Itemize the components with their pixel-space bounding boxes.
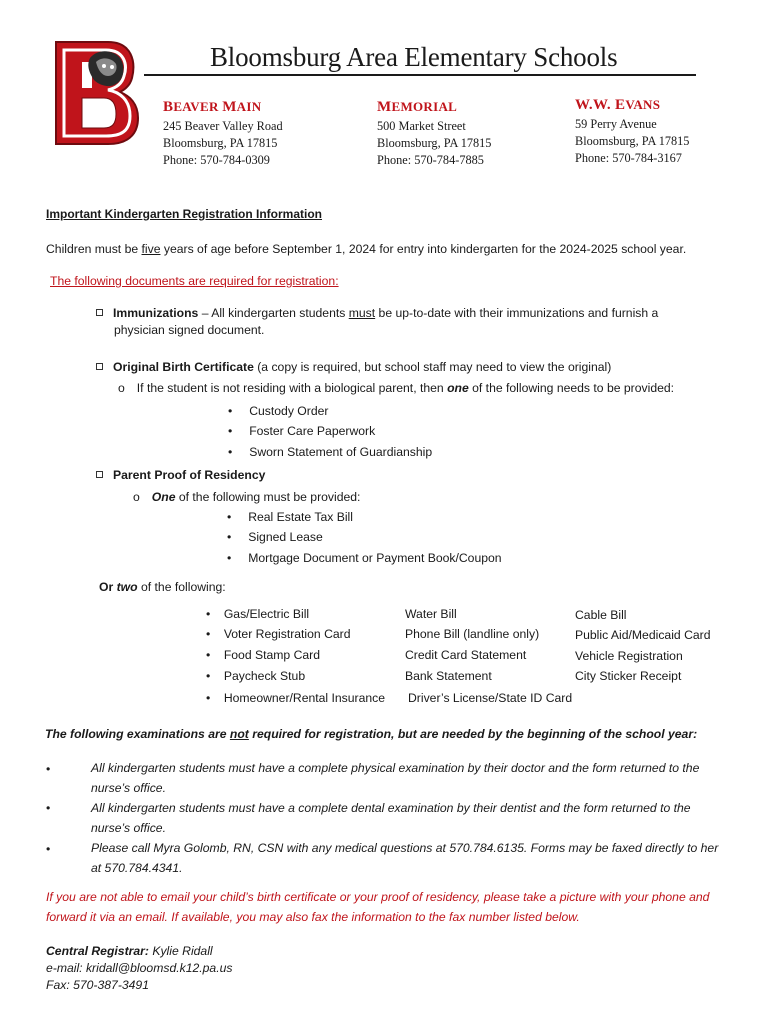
school-city: Bloomsburg, PA 17815 — [575, 134, 690, 148]
exam-bullet-icon: • — [46, 842, 51, 856]
immunizations-item: Immunizations – All kindergarten students must be up-to-date with their immunizations and furnish a — [96, 306, 658, 320]
age-requirement: Children must be five years of age before September 1, 2024 for entry into kindergarten for the 2024-2025 school year. — [46, 242, 687, 256]
registrar-email: e-mail: kridall@bloomsd.k12.pa.us — [46, 961, 233, 975]
list-item: Driver’s License/State ID Card — [408, 691, 573, 705]
birth-certificate-item: Original Birth Certificate (a copy is required, but school staff may need to view the original) — [96, 360, 611, 374]
list-item: Cable Bill — [575, 608, 627, 622]
school-name: W.W. EVANS — [575, 97, 661, 113]
residency-sub: o One of the following must be provided: — [133, 490, 361, 504]
exam-item-line: All kindergarten students must have a complete dental examination by their dentist and the form returned to the — [91, 801, 691, 815]
immunizations-line2: physician signed document. — [114, 323, 265, 337]
section-title: Important Kindergarten Registration Information — [46, 207, 323, 221]
circle-bullet-icon: o — [133, 490, 140, 504]
checkbox-icon — [96, 363, 103, 370]
list-item: • Sworn Statement of Guardianship — [228, 445, 433, 459]
list-item: Credit Card Statement — [405, 648, 527, 662]
exam-item-line: at 570.784.4341. — [91, 861, 183, 875]
exam-item-line: All kindergarten students must have a complete physical examination by their doctor and the form returned to the — [91, 761, 700, 775]
school-ww-evans — [575, 97, 689, 167]
exam-item-line: nurse’s office. — [91, 821, 166, 835]
list-item: • Real Estate Tax Bill — [227, 510, 353, 524]
registrar-name: Central Registrar: Kylie Ridall — [46, 944, 213, 958]
page-title: Bloomsburg Area Elementary Schools — [210, 42, 618, 72]
exam-item-line: Please call Myra Golomb, RN, CSN with any medical questions at 570.784.6135. Forms may be faxed directly to her — [91, 841, 719, 855]
list-item: • Food Stamp Card — [206, 648, 321, 662]
required-documents-heading: The following documents are required for registration: — [50, 274, 339, 288]
title-divider — [144, 74, 696, 76]
list-item: City Sticker Receipt — [575, 669, 682, 683]
list-item: Public Aid/Medicaid Card — [575, 628, 711, 642]
residency-item: Parent Proof of Residency — [96, 468, 265, 482]
school-phone: Phone: 570-784-0309 — [163, 153, 270, 167]
registrar-fax: Fax: 570-387-3491 — [46, 978, 149, 992]
school-address: 245 Beaver Valley Road — [163, 119, 283, 133]
list-item: • Custody Order — [228, 404, 329, 418]
list-item: • Mortgage Document or Payment Book/Coupon — [227, 551, 502, 565]
school-address: 500 Market Street — [377, 119, 466, 133]
list-item: Bank Statement — [405, 669, 492, 683]
circle-bullet-icon: o — [118, 381, 125, 395]
school-phone: Phone: 570-784-7885 — [377, 153, 484, 167]
school-city: Bloomsburg, PA 17815 — [163, 136, 278, 150]
exam-item-line: nurse’s office. — [91, 781, 166, 795]
or-two-heading: Or two of the following: — [99, 580, 226, 594]
school-logo — [54, 40, 140, 146]
school-name: MEMORIAL — [377, 99, 458, 115]
list-item: • Voter Registration Card — [206, 627, 351, 641]
school-city: Bloomsburg, PA 17815 — [377, 136, 492, 150]
list-item: • Gas/Electric Bill — [206, 607, 310, 621]
list-item: Vehicle Registration — [575, 649, 683, 663]
school-phone: Phone: 570-784-3167 — [575, 151, 682, 165]
exam-bullet-icon: • — [46, 762, 51, 776]
school-name: BEAVER MAIN — [163, 99, 262, 115]
notice-line: If you are not able to email your child’s birth certificate or your proof of residency, please take a picture with your phone and — [46, 890, 710, 904]
birth-certificate-sub: o If the student is not residing with a biological parent, then one of the following needs to be provided: — [118, 381, 675, 395]
list-item: • Homeowner/Rental Insurance — [206, 691, 386, 705]
school-beaver-main — [163, 99, 283, 169]
list-item: • Signed Lease — [227, 530, 323, 544]
school-memorial — [377, 99, 491, 169]
school-address: 59 Perry Avenue — [575, 117, 657, 131]
checkbox-icon — [96, 471, 103, 478]
checkbox-icon — [96, 309, 103, 316]
examinations-heading: The following examinations are not required for registration, but are needed by the beginning of the school year: — [45, 727, 698, 741]
notice-line: forward it via an email. If available, you may also fax the information to the fax number listed below. — [46, 910, 580, 924]
exam-bullet-icon: • — [46, 801, 51, 815]
list-item: Phone Bill (landline only) — [405, 627, 540, 641]
list-item: Water Bill — [405, 607, 457, 621]
list-item: • Foster Care Paperwork — [228, 424, 376, 438]
list-item: • Paycheck Stub — [206, 669, 306, 683]
